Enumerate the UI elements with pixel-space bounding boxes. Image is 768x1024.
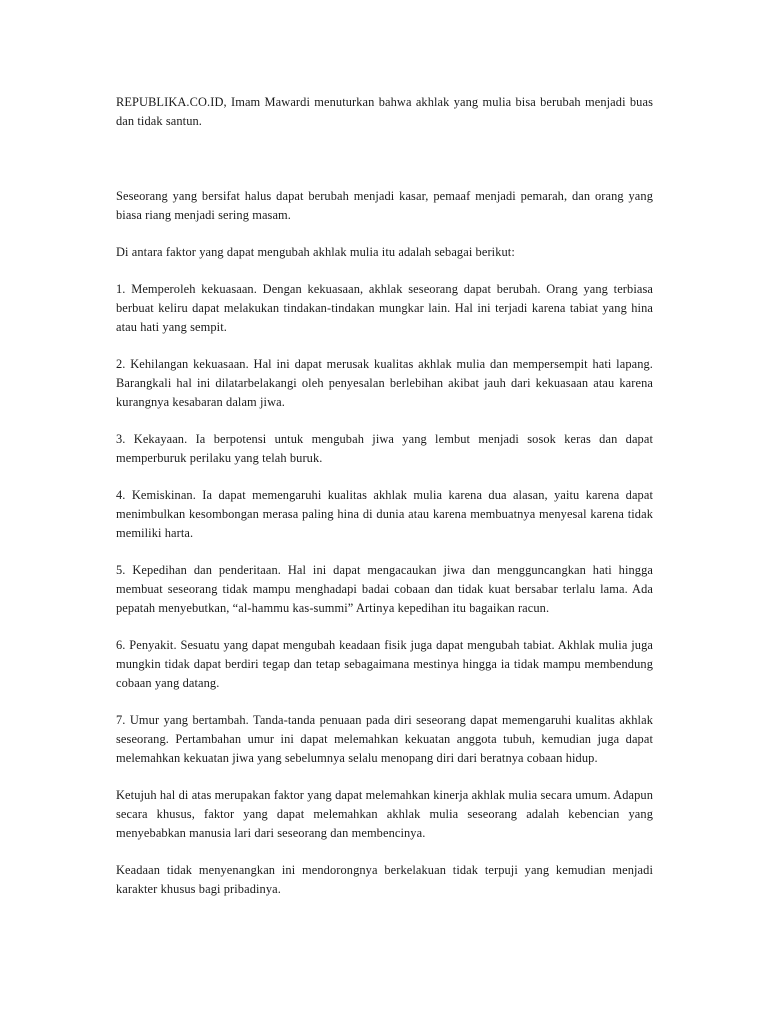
paragraph-summary: Ketujuh hal di atas merupakan faktor yang dapat melemahkan kinerja akhlak mulia secara umum. Adapun secara khusus, faktor yang dapat melemahkan akhlak mulia seseorang adalah kebencian yang menyebabkan manusia lari dari seseorang dan membencinya.	[116, 788, 653, 840]
list-item-3: 3. Kekayaan. Ia berpotensi untuk mengubah jiwa yang lembut menjadi sosok keras dan dapat memperburuk perilaku yang telah buruk.	[116, 432, 653, 465]
list-item-2: 2. Kehilangan kekuasaan. Hal ini dapat merusak kualitas akhlak mulia dan mempersempit hati lapang. Barangkali hal ini dilatarbelakangi oleh penyesalan berlebihan akibat jauh dari kekuasaan atau karena kurangnya kesabaran dalam jiwa.	[116, 357, 653, 409]
paragraph-character-change: Seseorang yang bersifat halus dapat berubah menjadi kasar, pemaaf menjadi pemarah, dan orang yang biasa riang menjadi sering masam.	[116, 189, 653, 222]
list-item-6: 6. Penyakit. Sesuatu yang dapat mengubah keadaan fisik juga dapat mengubah tabiat. Akhlak mulia juga mungkin tidak dapat berdiri tegap dan tetap sebagaimana mestinya hingga ia tidak mampu membendung cobaan yang datang.	[116, 638, 653, 690]
list-item-7: 7. Umur yang bertambah. Tanda-tanda penuaan pada diri seseorang dapat memengaruhi kualitas akhlak seseorang. Pertambahan umur ini dapat melemahkan kekuatan anggota tubuh, kemudian juga dapat melemahkan kekuatan jiwa yang sebelumnya selalu menopang diri dari beratnya cobaan hidup.	[116, 713, 653, 765]
list-item-1: 1. Memperoleh kekuasaan. Dengan kekuasaan, akhlak seseorang dapat berubah. Orang yang terbiasa berbuat keliru dapat melakukan tindakan-tindakan mungkar lain. Hal ini terjadi karena tabiat yang hina atau hati yang sempit.	[116, 282, 653, 334]
document-page	[116, 93, 653, 899]
paragraph-factors-intro: Di antara faktor yang dapat mengubah akhlak mulia itu adalah sebagai berikut:	[116, 245, 515, 259]
paragraph-conclusion: Keadaan tidak menyenangkan ini mendorongnya berkelakuan tidak terpuji yang kemudian menjadi karakter khusus bagi pribadinya.	[116, 863, 653, 896]
list-item-5: 5. Kepedihan dan penderitaan. Hal ini dapat mengacaukan jiwa dan mengguncangkan hati hingga membuat seseorang tidak mampu menghadapi badai cobaan dan tidak kuat bersabar terlalu lama. Ada pepatah menyebutkan, “al-hammu kas-summi” Artinya kepedihan itu bagaikan racun.	[116, 563, 653, 615]
intro-paragraph: REPUBLIKA.CO.ID, Imam Mawardi menuturkan bahwa akhlak yang mulia bisa berubah menjadi buas dan tidak santun.	[116, 95, 653, 128]
list-item-4: 4. Kemiskinan. Ia dapat memengaruhi kualitas akhlak mulia karena dua alasan, yaitu karena dapat menimbulkan kesombongan merasa paling hina di dunia atau karena membuatnya menyesal karena tidak memiliki harta.	[116, 488, 653, 540]
